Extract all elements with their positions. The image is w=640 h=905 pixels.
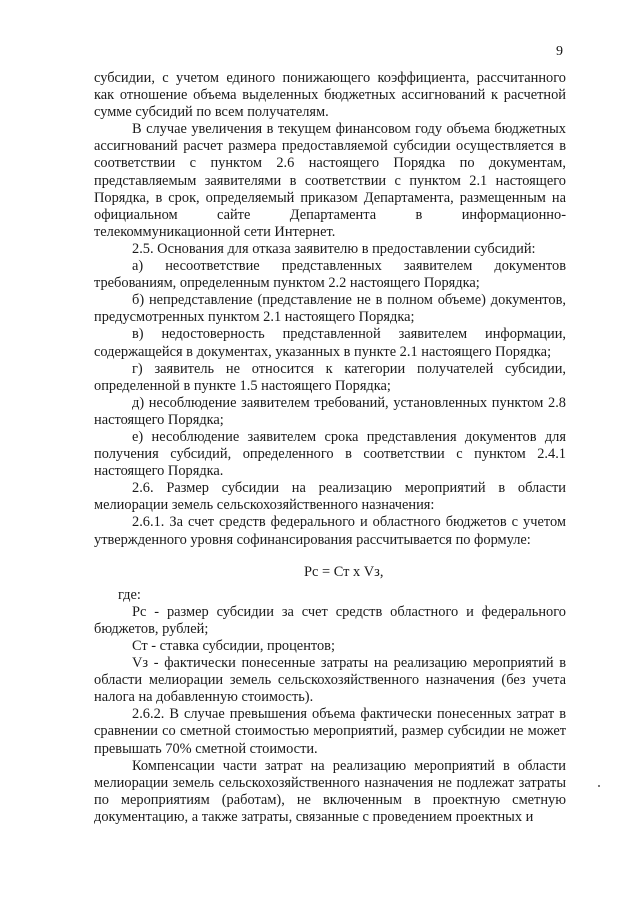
definition-st: Ст - ставка субсидии, процентов; bbox=[132, 638, 335, 654]
subsidy-formula: Рс = Ст х Vз, bbox=[304, 563, 384, 580]
paragraph-continuation: субсидии, с учетом единого понижающего коэффициента, рассчитанного как отношение объема выделенных бюджетных ассигнований к расчетной сумме субсидий по всем получателям. bbox=[94, 70, 566, 121]
page-number: 9 bbox=[556, 44, 563, 59]
section-2-6-heading: 2.6. Размер субсидии на реализацию мероприятий в области мелиорации земель сельскохозяйственного назначения: bbox=[94, 480, 566, 514]
paragraph-compensation: Компенсации части затрат на реализацию мероприятий в области мелиорации земель сельскохозяйственного назначения не подлежат затраты по мероприятиям (работам), не включенным в проектную сметную документацию, а также затраты, связанные с проведением проектных и bbox=[94, 757, 566, 825]
definition-vz: Vз - фактически понесенные затраты на реализацию мероприятий в области мелиорации земель сельскохозяйственного назначения (без учета налога на добавленную стоимость). bbox=[94, 655, 566, 706]
document-body bbox=[94, 70, 566, 826]
where-label: где: bbox=[118, 586, 141, 603]
section-2-6-1: 2.6.1. За счет средств федерального и областного бюджетов с учетом утвержденного уровня софинансирования рассчитывается по формуле: bbox=[94, 514, 566, 548]
definition-rs: Рс - размер субсидии за счет средств областного и федерального бюджетов, рублей; bbox=[94, 603, 566, 637]
refusal-reason-d: д) несоблюдение заявителем требований, установленных пунктом 2.8 настоящего Порядка; bbox=[94, 394, 566, 428]
refusal-reason-v: в) недостоверность представленной заявителем информации, содержащейся в документах, указанных в пункте 2.1 настоящего Порядка; bbox=[94, 326, 566, 360]
refusal-reason-a: а) несоответствие представленных заявителем документов требованиям, определенным пунктом 2.2 настоящего Порядка; bbox=[94, 258, 566, 292]
refusal-reason-e: е) несоблюдение заявителем срока представления документов для получения субсидий, определенного в соответствии с пунктом 2.4.1 настоящего Порядка. bbox=[94, 428, 566, 480]
section-2-5-heading: 2.5. Основания для отказа заявителю в предоставлении субсидий: bbox=[132, 240, 536, 257]
refusal-reason-b: б) непредставление (представление не в полном объеме) документов, предусмотренных пунктом 2.1 настоящего Порядка; bbox=[94, 292, 566, 326]
refusal-reason-g: г) заявитель не относится к категории получателей субсидии, определенной в пункте 1.5 настоящего Порядка; bbox=[94, 360, 566, 394]
section-2-6-2: 2.6.2. В случае превышения объема фактически понесенных затрат в сравнении со сметной стоимостью мероприятий, размер субсидии не может превышать 70% сметной стоимости. bbox=[94, 706, 566, 757]
scan-speck bbox=[598, 785, 600, 787]
paragraph-budget-increase: В случае увеличения в текущем финансовом году объема бюджетных ассигнований расчет размера предоставляемой субсидии осуществляется в соответствии с пунктом 2.6 настоящего Порядка по документам, представляемым заявителями в соответствии с пунктом 2.1 настоящего Порядка, в срок, определяемый приказом Департамента, размещенным на официальном сайте Департамента в информационно-телекоммуникационной сети Интернет. bbox=[94, 121, 566, 240]
